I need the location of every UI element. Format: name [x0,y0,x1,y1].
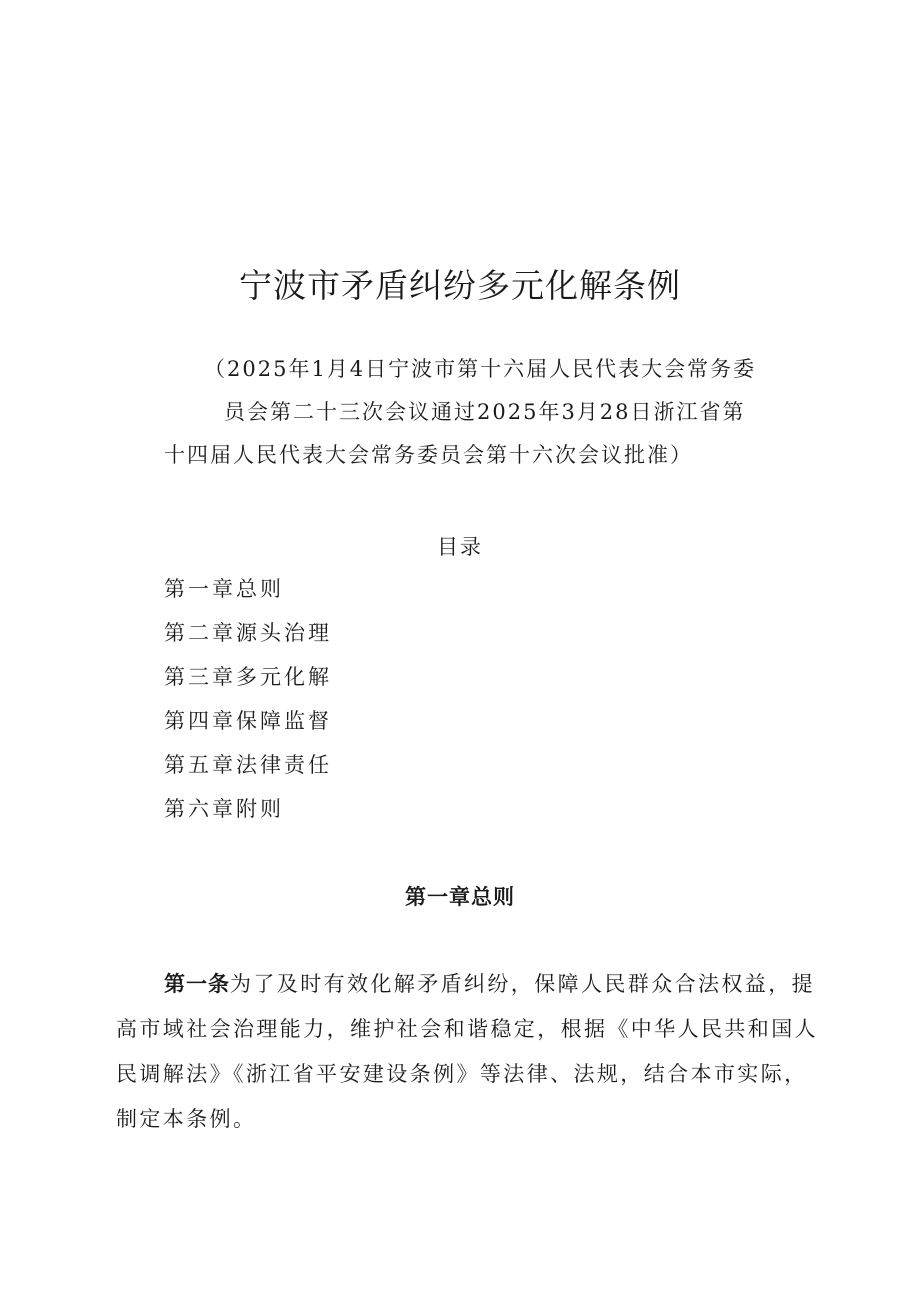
article-1 [116,962,816,1142]
document-title: 宁波市矛盾纠纷多元化解条例 [239,266,681,305]
toc-item-chapter-2: 第二章源头治理 [164,621,332,645]
toc-item-chapter-1: 第一章总则 [164,577,284,601]
chapter-1-heading: 第一章总则 [405,885,515,909]
approval-note-line-3: 十四届人民代表大会常务委员会第十六次会议批准） [164,443,693,467]
article-1-text-1: 为了及时有效化解矛盾纠纷，保障人民群众合法权益，提 [230,972,815,996]
article-1-line-4: 制定本条例。 [116,1107,257,1131]
article-1-line-2: 高市域社会治理能力，维护社会和谐稳定，根据《中华人民共和国人 [116,1017,818,1041]
toc-item-chapter-3: 第三章多元化解 [164,665,332,689]
toc-item-chapter-4: 第四章保障监督 [164,709,332,733]
table-of-contents [164,574,332,838]
toc-heading: 目录 [437,535,483,559]
article-1-line-3: 民调解法》《浙江省平安建设条例》等法律、法规，结合本市实际， [116,1062,808,1086]
toc-item-chapter-5: 第五章法律责任 [164,753,332,777]
approval-note-line-2: 员会第二十三次会议通过2025年3月28日浙江省第 [224,400,746,424]
article-1-line-1 [116,962,816,1007]
toc-item-chapter-6: 第六章附则 [164,797,284,821]
approval-note-line-1: （2025年1月4日宁波市第十六届人民代表大会常务委 [204,357,757,381]
article-1-number: 第一条 [164,972,230,996]
